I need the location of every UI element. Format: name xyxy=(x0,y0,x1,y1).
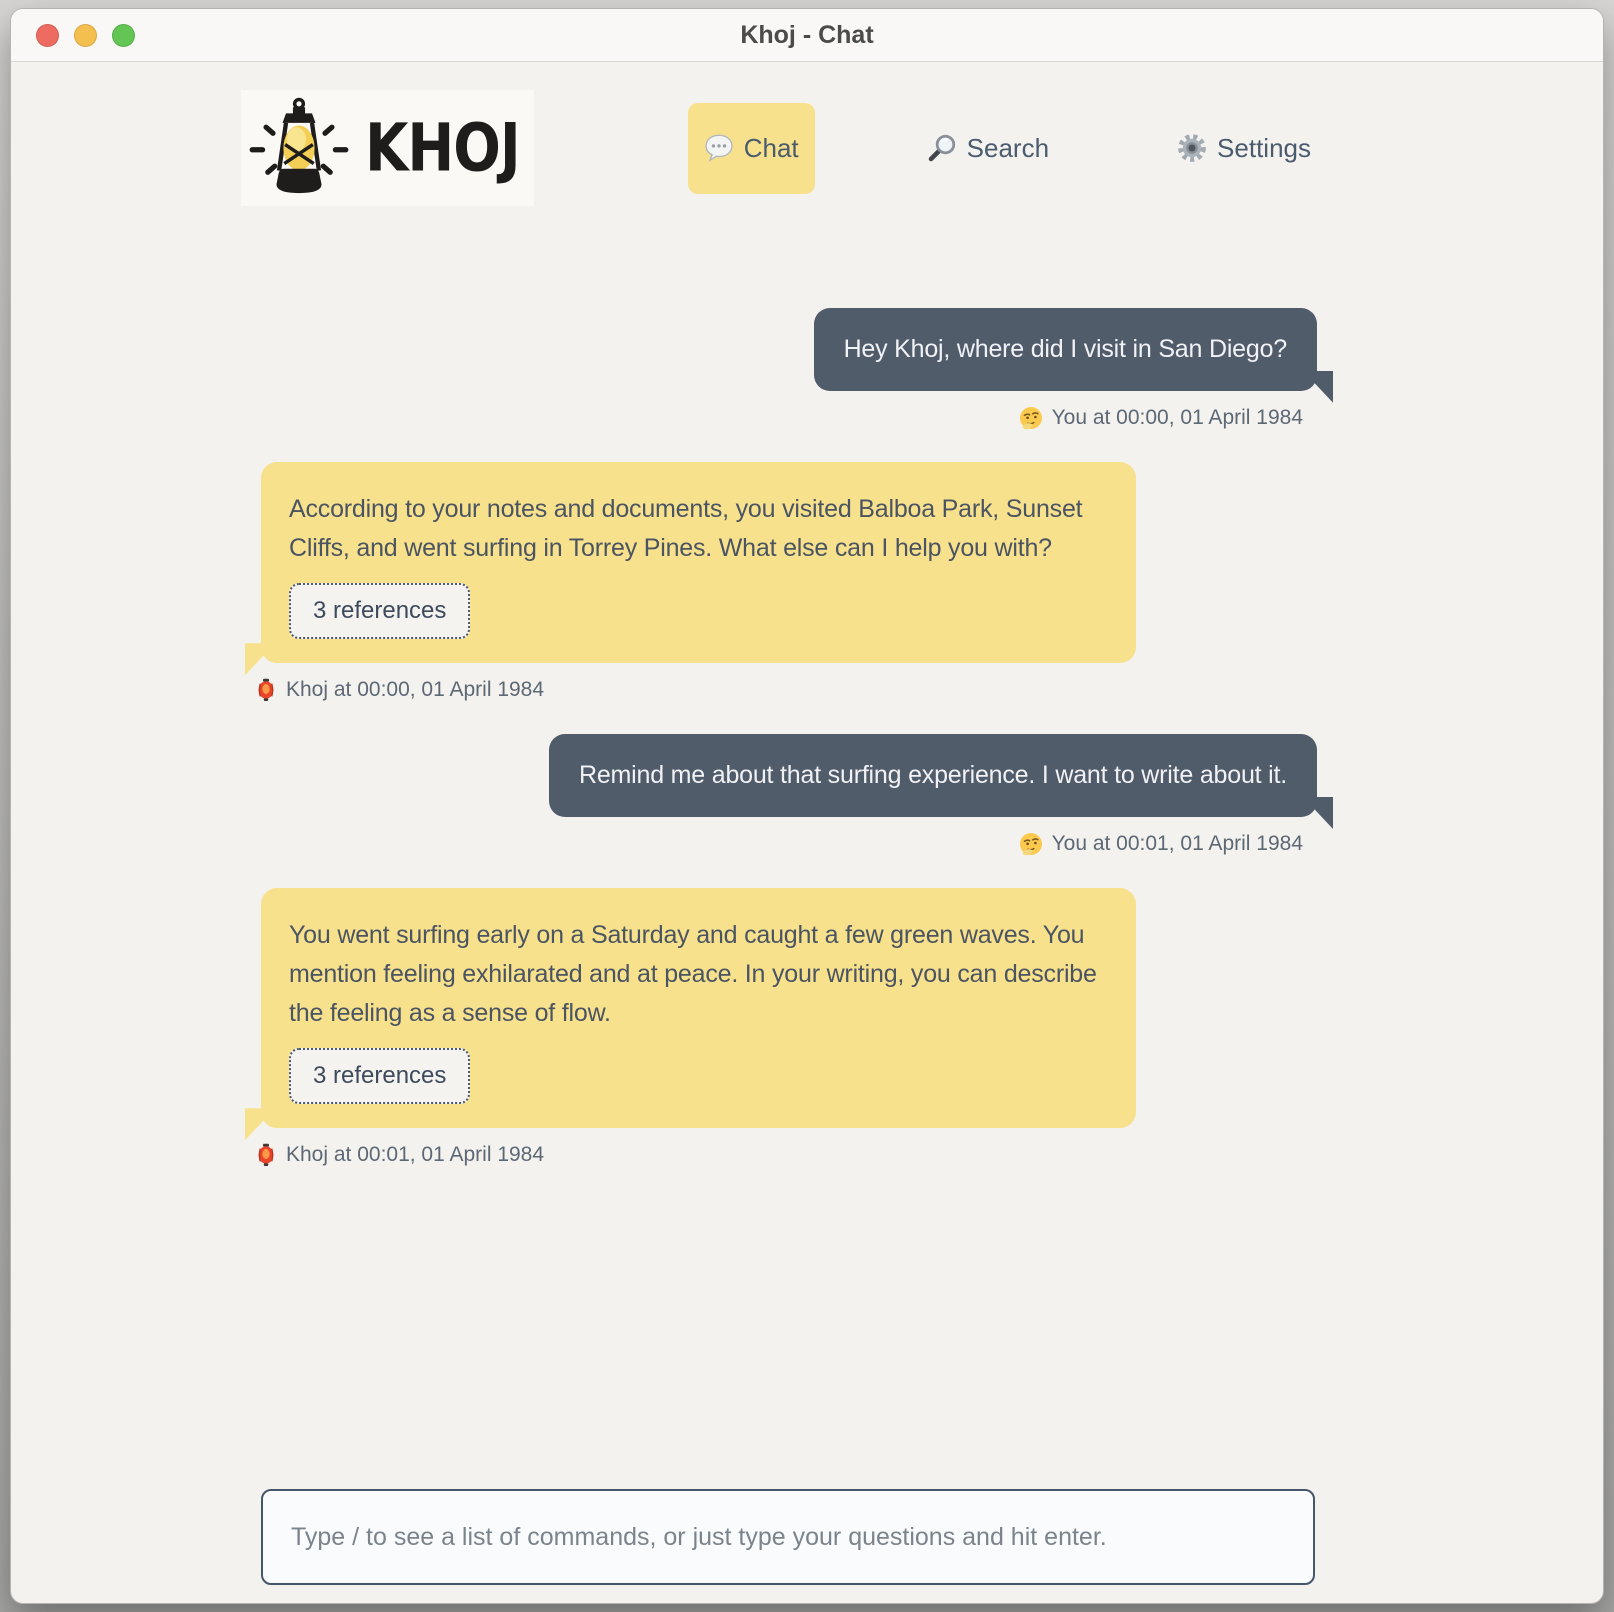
tab-search[interactable] xyxy=(911,103,1065,194)
message-text: According to your notes and documents, you visited Balboa Park, Sunset Cliffs, and went surfing in Torrey Pines. What else can I help you with? xyxy=(289,494,1083,562)
lantern-logo-icon xyxy=(247,96,351,200)
message-meta xyxy=(1019,832,1303,856)
message-text: Hey Khoj, where did I visit in San Diego? xyxy=(843,335,1287,363)
khoj-message xyxy=(261,462,1317,703)
red-lantern-icon xyxy=(255,678,277,702)
zoom-button[interactable] xyxy=(112,24,135,47)
message-meta xyxy=(255,1143,544,1167)
chat-input[interactable] xyxy=(261,1489,1315,1585)
message-meta xyxy=(255,678,544,702)
message-meta-text: You at 00:00, 01 April 1984 xyxy=(1051,405,1303,429)
khoj-message-bubble xyxy=(261,888,1136,1128)
message-meta-text: You at 00:01, 01 April 1984 xyxy=(1051,832,1303,855)
tab-search-label: Search xyxy=(966,132,1050,163)
user-message-bubble xyxy=(549,734,1317,817)
gear-icon xyxy=(1177,133,1207,163)
message-meta xyxy=(1019,406,1303,430)
khoj-message xyxy=(261,888,1317,1167)
tab-settings-label: Settings xyxy=(1217,132,1311,163)
tab-chat[interactable] xyxy=(688,103,815,194)
app-window xyxy=(10,8,1604,1604)
thinking-face-icon xyxy=(1019,832,1043,856)
tab-chat-label: Chat xyxy=(743,132,799,163)
window-title: Khoj - Chat xyxy=(740,20,874,49)
message-text: Remind me about that surfing experience. I want to write about it. xyxy=(578,761,1287,790)
header-row xyxy=(241,90,1327,206)
khoj-message-bubble xyxy=(261,462,1136,664)
window-titlebar xyxy=(11,9,1603,62)
traffic-lights xyxy=(36,24,135,47)
red-lantern-icon xyxy=(255,1143,277,1167)
khoj-logo xyxy=(241,90,534,206)
user-message xyxy=(261,734,1317,856)
user-message-bubble xyxy=(814,308,1317,391)
speech-balloon-icon xyxy=(704,133,734,163)
brand-name: KHOJ xyxy=(365,109,520,187)
main-nav xyxy=(688,103,1327,194)
references-button[interactable]: 3 references xyxy=(289,583,470,639)
chat-input-row xyxy=(261,1489,1315,1585)
magnifier-icon xyxy=(927,133,957,163)
close-button[interactable] xyxy=(36,24,59,47)
minimize-button[interactable] xyxy=(74,24,97,47)
message-text: You went surfing early on a Saturday and caught a few green waves. You mention feeling exhilarated and at peace. In your writing, you can describe the feeling as a sense of flow. xyxy=(289,921,1097,1027)
user-message xyxy=(261,308,1317,430)
message-meta-text: Khoj at 00:01, 01 April 1984 xyxy=(286,1143,545,1167)
chat-window-content xyxy=(11,62,1603,1603)
thinking-face-icon xyxy=(1019,406,1043,430)
references-button[interactable]: 3 references xyxy=(289,1048,470,1104)
message-meta-text: Khoj at 00:00, 01 April 1984 xyxy=(286,678,545,702)
chat-history xyxy=(261,308,1317,1199)
tab-settings[interactable] xyxy=(1161,103,1327,194)
